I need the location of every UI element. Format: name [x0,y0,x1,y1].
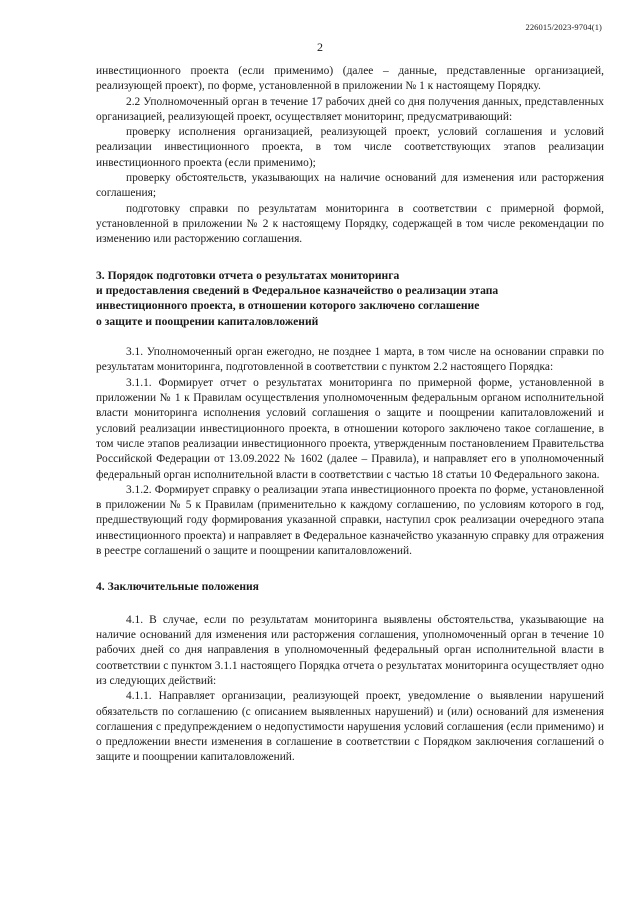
section-3-heading [96,268,604,330]
paragraph-prepare-report: подготовку справки по результатам мониторинга в соответствии с примерной формой, установленной в приложении № 2 к настоящему Порядку, содержащей в том числе рекомендации по изменению или расторжению соглашения. [96,202,604,246]
paragraph-3-1: 3.1. Уполномоченный орган ежегодно, не позднее 1 марта, в том числе на основании справки по результатам мониторинга, подготовленной в соответствии с пунктом 2.2 настоящего Порядка: [96,346,604,374]
section-3-heading-line: о защите и поощрении капиталовложений [96,314,319,328]
paragraph-4-1-1: 4.1.1. Направляет организации, реализующей проект, уведомление о выявлении нарушений обязательств по соглашению (с описанием выявленных нарушений) и (или) оснований для изменения соглашения с предупреждением о недопустимости нарушения условий соглашения (если применимо) и о предложении внести изменения в соглашение в соответствии с Порядком заключения соглашений о защите и поощрении капиталовложений. [96,690,604,764]
paragraph-check-execution: проверку исполнения организацией, реализующей проект, условий соглашения и условий реализации инвестиционного проекта, в том числе соответствующих этапов реализации инвестиционного проекта (если применимо); [96,126,604,169]
section-3-heading-line: и предоставления сведений в Федеральное казначейство о реализации этапа [96,283,499,297]
section-3-heading-line: инвестиционного проекта, в отношении которого заключено соглашение [96,299,480,313]
page-number: 2 [317,40,323,54]
section-4-heading: 4. Заключительные положения [96,580,259,594]
section-3-heading-line: 3. Порядок подготовки отчета о результатах мониторинга [96,268,400,282]
paragraph-continuation: инвестиционного проекта (если применимо) (далее – данные, представленные организацией, реализующей проект), по форме, установленной в приложении № 1 к настоящему Порядку. [96,65,604,93]
paragraph-3-1-1: 3.1.1. Формирует отчет о результатах мониторинга по примерной форме, установленной в приложении № 1 к Правилам осуществления уполномоченным федеральным органом исполнительной власти мониторинга исполнения условий соглашения о защите и поощрении капиталовложений и условий реализации инвестиционного проекта, в отношении которого заключено такое соглашение, в том числе этапов реализации инвестиционного проекта, утвержденным постановлением Правительства Российской Федерации от 13.09.2022 № 1602 (далее – Правила), и направляет его в уполномоченный федеральный орган исполнительной власти в соответствии с частью 18 статьи 10 Федерального закона. [96,376,604,481]
paragraph-4-1: 4.1. В случае, если по результатам мониторинга выявлены обстоятельства, указывающие на наличие оснований для изменения или расторжения соглашения, уполномоченный орган в течение 10 рабочих дней со дня направления в уполномоченный федеральный орган исполнительной власти в соответствии с пунктом 3.1.1 настоящего Порядка отчета о результатах мониторинга осуществляет одно из следующих действий: [96,613,604,687]
paragraph-check-circumstances: проверку обстоятельств, указывающих на наличие оснований для изменения или расторжения соглашения; [96,172,604,200]
document-id: 226015/2023-9704(1) [525,22,602,32]
document-body [96,64,604,766]
paragraph-3-1-2: 3.1.2. Формирует справку о реализации этапа инвестиционного проекта по форме, установленной в приложении № 5 к Правилам (применительно к каждому соглашению, по условиям которого в год, предшествующий году формирования указанной справки, наступил срок реализации очередного этапа инвестиционного проекта) и направляет в Федеральное казначейство указанную справку для отражения в реестре соглашений о защите и поощрении капиталовложений. [96,483,604,558]
paragraph-2-2: 2.2 Уполномоченный орган в течение 17 рабочих дней со дня получения данных, представленных организацией, реализующей проект, осуществляет мониторинг, предусматривающий: [96,95,604,123]
